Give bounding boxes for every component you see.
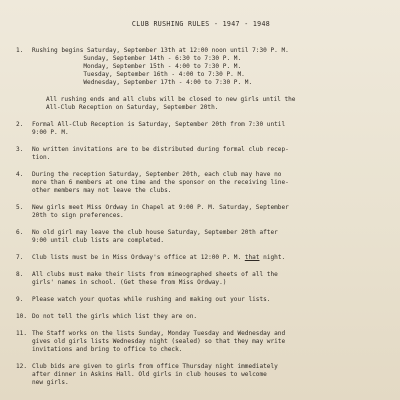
rule-line: girls' names in school. (Get these from Miss Ordway.) [32,279,227,287]
rule-text [32,254,386,262]
rule-line: Formal All-Club Reception is Saturday, September 20th from 7:30 until [32,121,286,129]
rule-text [32,47,386,87]
rule-5 [16,204,386,220]
rule-number: 10. [16,313,28,321]
rule-3 [16,146,386,162]
rule-line: 20th to sign preferences. [32,212,124,220]
rule-line: after dinner in Askins Hall. Old girls in club houses to welcome [32,371,267,379]
rule-line: Tuesday, September 16th - 4:00 to 7:30 P. M. [32,71,245,79]
rule-number: 9. [16,296,24,304]
rule-text [32,296,386,304]
rule-line-text: night. [259,254,286,262]
rule-line: Monday, September 15th - 4:00 to 7:30 P. M. [32,63,242,71]
rule-line: Do not tell the girls which list they are on. [32,313,198,321]
rule-number: 7. [16,254,24,262]
rule-text [32,121,386,137]
rule-line: other members may not leave the clubs. [32,187,172,195]
rule-1 [16,47,386,87]
rule-text [32,204,386,220]
rule-line: New girls meet Miss Ordway in Chapel at 9:00 P. M. Saturday, September [32,204,289,212]
rule-11 [16,330,386,354]
rule-number: 8. [16,271,24,279]
rule-text [32,146,386,162]
rule-text [32,171,386,195]
rule-number: 5. [16,204,24,212]
rule-line-text: Club lists must be in Miss Ordway's office at 12:00 P. M. [32,254,245,262]
rule-line: Please watch your quotas while rushing and making out your lists. [32,296,271,304]
rule-2 [16,121,386,137]
rule-number: 3. [16,146,24,154]
rule-line: Rushing begins Saturday, September 13th at 12:00 noon until 7:30 P. M. [32,47,289,54]
rule-line: tion. [32,154,51,162]
rule-number: 1. [16,47,24,54]
document-title: CLUB RUSHING RULES - 1947 - 1948 [131,20,271,28]
rule-text [32,330,386,354]
rule-6 [16,229,386,245]
rule-4 [16,171,386,195]
rule-line [32,254,386,262]
rule-line: 9:00 until club lists are completed. [32,237,165,245]
rule-line: Club bids are given to girls from office Thursday night immediately [32,363,278,370]
rule-9 [16,296,386,304]
rule-line: No written invitations are to be distributed during formal club recep- [32,146,289,154]
rule-8 [16,271,386,287]
rule-line: new girls. [32,379,69,387]
rule-text [32,271,386,287]
rule-number: 11. [16,329,28,337]
rule-line: All clubs must make their lists from mimeographed sheets of all the [32,271,278,279]
rule-number: 4. [16,171,24,179]
rule-line: The Staff works on the lists Sunday, Monday Tuesday and Wednesday and [32,329,286,337]
rule-10 [16,313,386,321]
rule-line: No old girl may leave the club house Saturday, September 20th after [32,229,278,237]
rule-number: 2. [16,121,24,129]
rules-list [16,47,386,387]
rule-line: gives old girls lists Wednesday night (sealed) so that they may write [32,338,286,346]
note-line: All-Club Reception on Saturday, September 20th. [46,104,219,112]
rule-12 [16,363,386,387]
rule-text [32,229,386,245]
rule-number: 12. [16,363,28,370]
rule-line: Wednesday, September 17th - 4:00 to 7:30 P. M. [32,79,253,87]
rule-line: Sunday, September 14th - 6:30 to 7:30 P. M. [32,55,242,63]
rule-text [32,313,386,321]
rule-number: 6. [16,229,24,237]
rule-line: 9:00 P. M. [32,129,69,137]
rule-line: invitations and bring to office to check. [32,346,183,354]
rule-text [32,363,386,387]
note-line: All rushing ends and all clubs will be closed to new girls until the [46,96,296,104]
rule-7 [16,254,386,262]
rule-line: During the reception Saturday, September 20th, each club may have no [32,171,282,179]
underlined-word: that [244,254,260,262]
rule-line: more than 6 members at one time and the sponsor on the receiving line- [32,179,289,187]
rushing-note [16,96,386,112]
